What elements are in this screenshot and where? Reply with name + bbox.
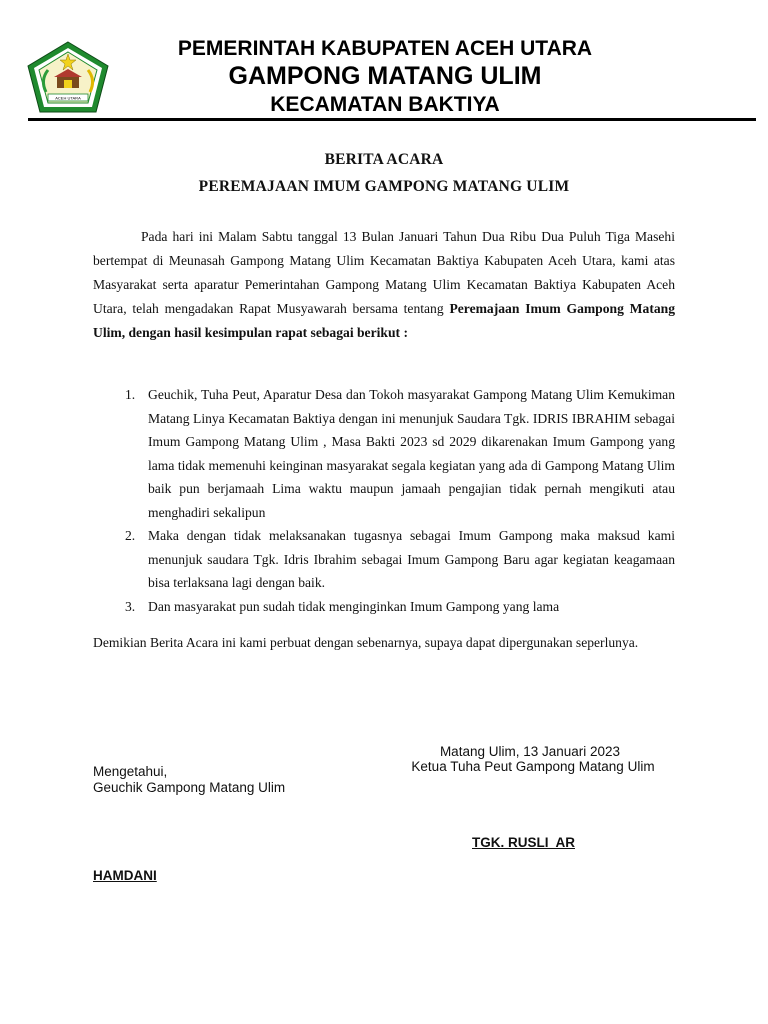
list-item: [93, 383, 675, 524]
list-item-text: Maka dengan tidak melaksanakan tugasnya sebagai Imum Gampong maka maksud kami menunjuk saudara Tgk. Idris Ibrahim sebagai Imum Gampong Baru agar kegiatan keagamaan bisa terlaksana lagi dengan baik.: [148, 528, 675, 590]
letterhead-district: KECAMATAN BAKTIYA: [270, 93, 500, 116]
signature-left-role: Geuchik Gampong Matang Ulim: [93, 780, 286, 795]
logo-ribbon-text: ACEH UTARA: [55, 95, 81, 101]
closing-paragraph: Demikian Berita Acara ini kami perbuat dengan sebenarnya, supaya dapat dipergunakan seperlunya.: [93, 635, 639, 650]
letterhead-government: PEMERINTAH KABUPATEN ACEH UTARA: [177, 37, 593, 60]
list-item-text: Dan masyarakat pun sudah tidak menginginkan Imum Gampong yang lama: [148, 598, 560, 614]
decision-points-list: [93, 383, 675, 618]
signature-left-block: [93, 764, 285, 796]
regency-emblem-logo: [26, 40, 110, 114]
list-item-number: 1.: [125, 387, 136, 402]
signature-left-name: HAMDANI: [93, 868, 157, 883]
list-item-text: Geuchik, Tuha Peut, Aparatur Desa dan Tokoh masyarakat Gampong Matang Ulim Kemukiman Matang Linya Kecamatan Baktiya dengan ini menunjuk Saudara Tgk. IDRIS IBRAHIM sebagai Imum Gampong Matang Ulim , Masa Bakti 2023 sd 2029 dikarenakan Imum Gampong yang lama tidak memenuhi keinginan masyarakat segala kegiatan yang ada di Gampong Matang Ulim baik pun berjamaah Lima waktu maupun jamaah pengajian tidak pernah mengikuti atau menghadiri sekalipun: [148, 387, 675, 520]
list-item-number: 3.: [125, 598, 136, 614]
intro-bold-text: Peremajaan Imum Gampong Matang Ulim, dengan hasil kesimpulan rapat sebagai berikut :: [93, 301, 675, 340]
letterhead-divider: [28, 118, 756, 121]
letterhead: [120, 36, 650, 119]
signature-right-role: Ketua Tuha Peut Gampong Matang Ulim: [411, 759, 655, 774]
signature-left-label: Mengetahui,: [93, 764, 168, 779]
document-subtitle: PEREMAJAAN IMUM GAMPONG MATANG ULIM: [198, 178, 570, 195]
signature-right-name: TGK. RUSLI AR: [472, 835, 575, 850]
list-item: [93, 595, 675, 619]
intro-text: Pada hari ini Malam Sabtu tanggal 13 Bulan Januari Tahun Dua Ribu Dua Puluh Tiga Masehi bertempat di Meunasah Gampong Matang Ulim Kecamatan Baktiya Kabupaten Aceh Utara, kami atas Masyarakat serta aparatur Pemerintahan Gampong Matang Ulim Kecamatan Baktiya Kabupaten Aceh Utara, telah mengadakan Rapat Musyawarah bersama tentang: [93, 229, 675, 316]
list-item: [93, 524, 675, 595]
signature-place-date: Matang Ulim, 13 Januari 2023: [439, 744, 621, 759]
document-title: BERITA ACARA: [324, 151, 444, 168]
list-item-number: 2.: [125, 528, 136, 543]
letterhead-village: GAMPONG MATANG ULIM: [228, 62, 542, 90]
intro-paragraph: [93, 225, 675, 345]
